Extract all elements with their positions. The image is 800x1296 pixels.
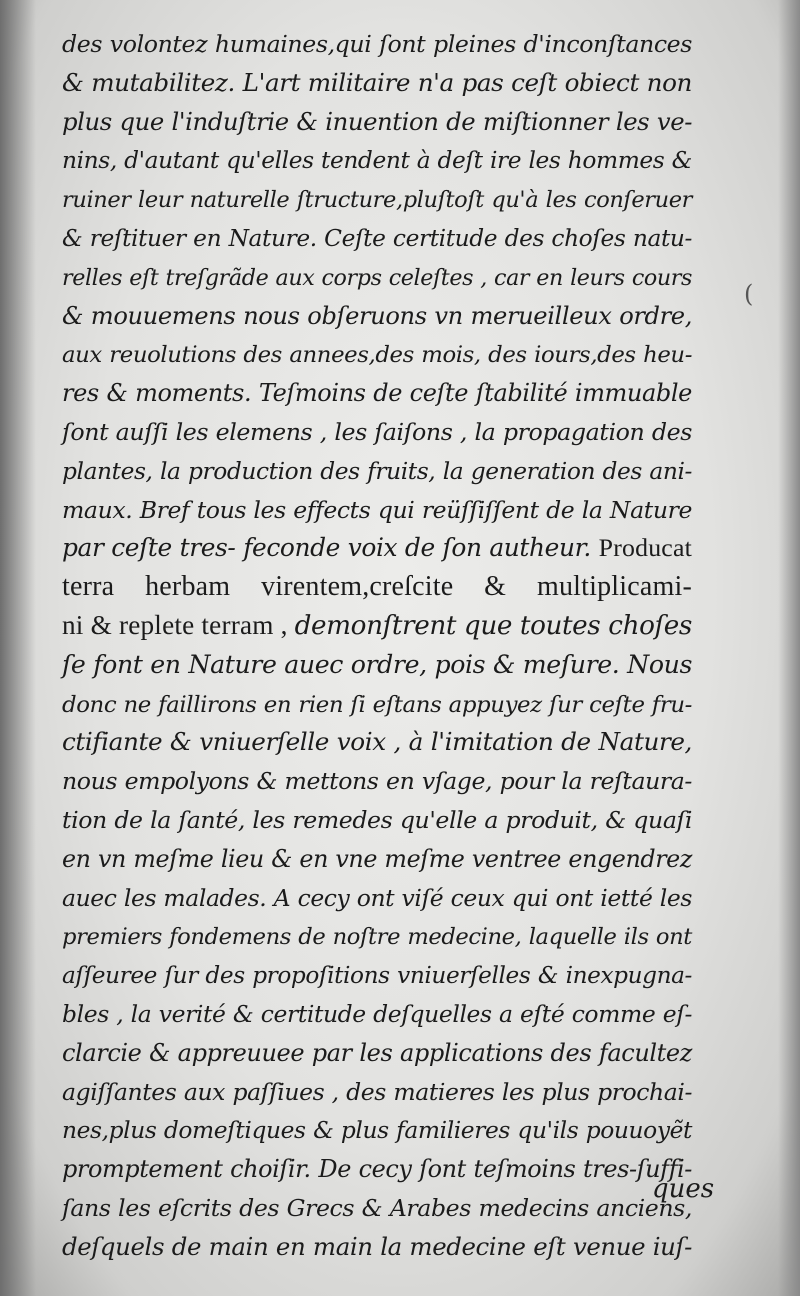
text-line bbox=[62, 218, 692, 257]
text-line bbox=[62, 916, 692, 955]
page-gutter-shadow bbox=[0, 0, 36, 1296]
catchword: ques bbox=[652, 1174, 715, 1204]
text-line bbox=[62, 1072, 692, 1111]
latin-quotation: terra herbam virentem,creſcite & multiplicami- bbox=[62, 571, 692, 603]
text-line bbox=[62, 567, 692, 606]
text-segment: par ceſte tres- feconde voix de ſon autheur. bbox=[62, 533, 599, 563]
text-line bbox=[62, 1227, 692, 1266]
text-segment: ctifiante & vniuerſelle voix , à l'imitation de Nature, bbox=[62, 727, 692, 757]
text-line bbox=[62, 1110, 692, 1149]
text-segment: res & moments. Teſmoins de ceſte ſtabilité immuable bbox=[62, 379, 692, 408]
text-line bbox=[62, 839, 692, 878]
text-line bbox=[62, 334, 692, 373]
text-line bbox=[62, 63, 692, 102]
text-line bbox=[62, 606, 692, 645]
page-edge-shadow bbox=[778, 0, 800, 1296]
text-segment: donc ne faillirons en rien ſi eſtans appuyez ſur ceſte fru- bbox=[62, 691, 692, 718]
text-segment: aux reuolutions des annees,des mois, des iours,des heu- bbox=[62, 342, 692, 369]
text-line bbox=[62, 296, 692, 335]
text-segment: en vn meſme lieu & en vne meſme ventree engendrez bbox=[62, 844, 692, 873]
text-segment: premiers fondemens de noſtre medecine, laquelle ils ont bbox=[62, 924, 692, 951]
text-segment: tion de la ſanté, les remedes qu'elle a produit, & quaſi bbox=[62, 805, 692, 834]
text-segment: deſquels de main en main la medecine eſt venue iuſ- bbox=[62, 1231, 692, 1261]
text-segment: & reſtituer en Nature. Ceſte certitude des choſes natu- bbox=[62, 224, 692, 252]
text-segment: & mouuemens nous obſeruons vn merueilleux ordre, bbox=[62, 301, 692, 330]
text-line bbox=[62, 24, 692, 63]
text-line bbox=[62, 451, 692, 490]
text-segment: ſans les eſcrits des Grecs & Arabes medecins anciens, bbox=[62, 1193, 692, 1222]
text-segment: ſe font en Nature auec ordre, pois & meſure. Nous bbox=[62, 649, 692, 679]
text-segment: bles , la verité & certitude deſquelles a eſté comme eſ- bbox=[62, 999, 692, 1028]
text-segment: plantes, la production des fruits, la generation des ani- bbox=[62, 457, 692, 485]
text-segment: relles eſt treſgrãde aux corps celeſtes , car en leurs cours bbox=[62, 264, 692, 291]
text-line bbox=[62, 761, 692, 800]
text-segment: des volontez humaines,qui ſont pleines d'inconſtances bbox=[62, 30, 692, 58]
text-segment: nous empolyons & mettons en vſage, pour la reſtaura- bbox=[62, 767, 692, 796]
text-segment: clarcie & appreuuee par les applications des facultez bbox=[62, 1038, 692, 1067]
text-line bbox=[62, 528, 692, 567]
text-line bbox=[62, 412, 692, 451]
text-line bbox=[62, 994, 692, 1033]
text-line bbox=[62, 102, 692, 141]
text-line bbox=[62, 373, 692, 412]
text-line bbox=[62, 1188, 692, 1227]
body-text bbox=[62, 24, 692, 1266]
text-segment: agiſſantes aux paſſiues , des matieres les plus prochai- bbox=[62, 1077, 692, 1106]
text-segment: ſont auſſi les elemens , les ſaiſons , la propagation des bbox=[62, 417, 692, 446]
text-segment: promptement choiſir. De cecy ſont teſmoins tres-ſuffi- bbox=[62, 1155, 692, 1184]
text-segment: auec les malades. A cecy ont viſé ceux qui ont ietté les bbox=[62, 883, 692, 912]
text-line bbox=[62, 878, 692, 917]
text-segment: & mutabilitez. L'art militaire n'a pas ceſt obiect non bbox=[62, 67, 692, 97]
text-segment: demonſtrent que toutes choſes bbox=[294, 610, 693, 641]
latin-quotation: Producat bbox=[598, 533, 692, 563]
text-line bbox=[62, 1149, 692, 1188]
text-segment: nes,plus domeſtiques & plus familieres qu'ils pouuoyẽt bbox=[62, 1116, 692, 1145]
text-line bbox=[62, 645, 692, 684]
text-line bbox=[62, 955, 692, 994]
latin-quotation: ni & replete terram , bbox=[62, 609, 295, 640]
text-line bbox=[62, 722, 692, 761]
text-segment: ruiner leur naturelle ſtructure,pluſtoſt qu'à les conſeruer bbox=[62, 187, 692, 214]
text-line bbox=[62, 1033, 692, 1072]
text-segment: plus que l'induſtrie & inuention de miſtionner les ve- bbox=[62, 106, 692, 136]
margin-mark: ( bbox=[744, 280, 754, 308]
text-segment: maux. Bref tous les effects qui reüſſiſſent de la Nature bbox=[62, 495, 692, 524]
text-line bbox=[62, 490, 692, 529]
text-segment: nins, d'autant qu'elles tendent à deſt ire les hommes & bbox=[62, 147, 692, 175]
text-line bbox=[62, 179, 692, 218]
text-segment: aſſeuree ſur des propoſitions vniuerſelles & inexpugna- bbox=[62, 962, 692, 990]
text-line bbox=[62, 140, 692, 179]
text-line bbox=[62, 800, 692, 839]
text-line bbox=[62, 684, 692, 723]
text-line bbox=[62, 257, 692, 296]
